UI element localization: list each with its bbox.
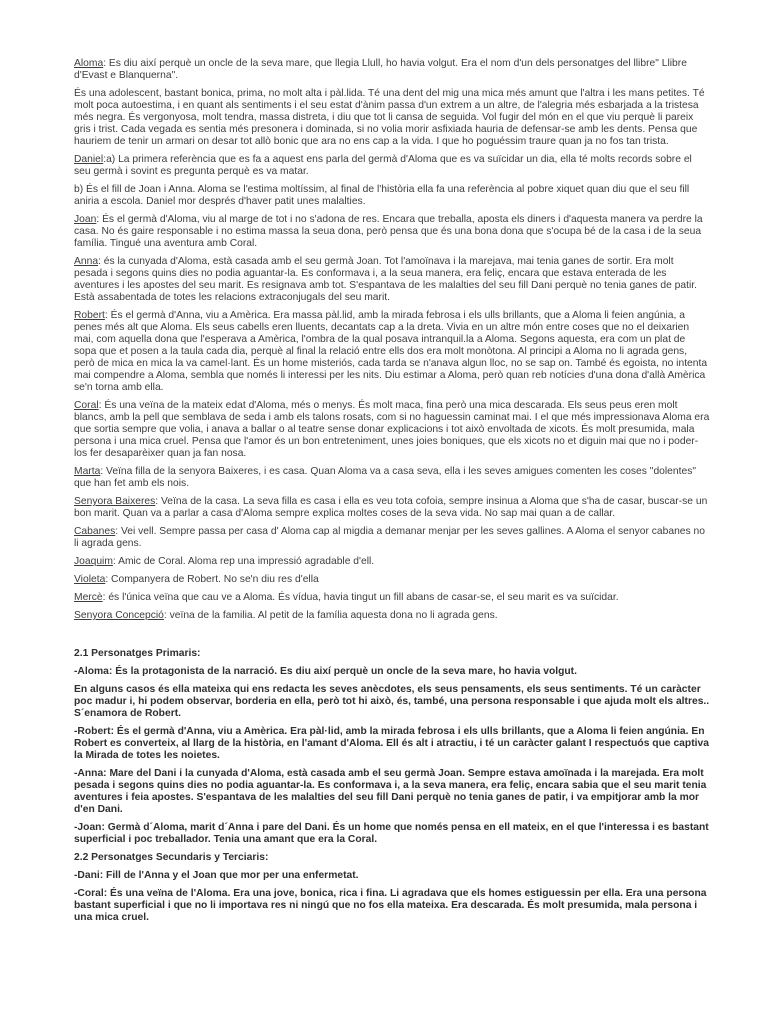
secondary-paragraph: -Dani: Fill de l'Anna y el Joan que mor per una enfermetat.: [74, 870, 359, 881]
char-anna: [74, 256, 710, 304]
char-merce: [74, 592, 710, 604]
char-aloma: [74, 58, 710, 82]
char-daniel-b: [74, 184, 710, 208]
char-text: b) És el fill de Joan i Anna. Aloma se l'estima moltíssim, al final de l'història ella fa una referència al pobre xiquet quan diu que el seu fill aniria a escola. Daniel mor després d'haver patit unes malalties.: [74, 184, 690, 207]
char-text: : És el germà d'Aloma, viu al marge de tot i no s'adona de res. Encara que treballa, aposta els diners i d'aquesta manera va perdre la casa. No és gaire responsable i no estima massa la seua dona, però pensa que és una bona dona que s'ocupa bé de la casa i de la seua família. Tingué una aventura amb Coral.: [74, 214, 703, 249]
char-marta: [74, 466, 710, 490]
char-name[interactable]: Anna: [74, 256, 99, 267]
char-name[interactable]: Violeta: [74, 574, 106, 585]
char-senyora-concepcio: [74, 610, 710, 622]
char-name[interactable]: Daniel: [74, 154, 104, 165]
char-text: : Vei vell. Sempre passa per casa d' Aloma cap al migdia a demanar menjar per les seves gallines. A Aloma el senyor cabanes no li agrada gens.: [74, 526, 706, 549]
char-text: : és l'única veïna que cau ve a Aloma. És vídua, havia tingut un fill abans de casar-se, el seu marit es va suïcidar.: [102, 592, 619, 603]
char-name[interactable]: Robert: [74, 310, 105, 321]
char-name[interactable]: Cabanes: [74, 526, 116, 537]
char-name[interactable]: Joan: [74, 214, 97, 225]
char-text: : Companyera de Robert. No se'n diu res d'ella: [105, 574, 319, 585]
char-text: : Veïna de la casa. La seva filla es casa i ella es veu tota cofoia, sempre insinua a Aloma que s'ha de casar, buscar-se un bon marit. Quan va a parlar a casa d'Aloma sempre explica moltes coses de la seva vida. No sap mai quan a de callar.: [74, 496, 708, 519]
char-name[interactable]: Joaquim: [74, 556, 113, 567]
char-text: : és la cunyada d'Aloma, està casada amb el seu germà Joan. Tot l'amoïnava i la marejava, mai tenia ganes de sortir. Era molt pesada i segons quins dies no podia aguantar-la. Es conformava i, a la seua manera, era feliç, encara que estava enterada de les aventures i les apostes del seu marit. Es resignava amb tot. S'espantava de les malalties del seu fill Dani perquè no tenia ganes de patir. Està assabentada de totes les relacions extraconjugals del seu marit.: [74, 256, 697, 303]
char-cabanes: [74, 526, 710, 550]
char-text: És una adolescent, bastant bonica, prima, no molt alta i pàl.lida. Té una dent del mig una mica més amunt que l'altra i les mans petites. Té molt poca autoestima, i en quant als sentiments i el seu estat d'ànim passa d'un extrem a un altre, de l'alegria més esbarjada a la tristesa més negra. És vergonyosa, molt tendra, massa distreta, i diu que tot li cansa de seguida. Vol fugir del món en el que viu perquè li pareix gris i trist. Cada vegada es sentia més presonera i dominada, si no volia morir asfixiada hauria de defensar-se amb les dents. Pensa que hauriem de tenir un armari on desar tot allò bonic que ara no ens cap a la vida. I que ho poguéssim traure quan ja no fos tan trista.: [74, 88, 705, 147]
char-text: : Veïna filla de la senyora Baixeres, i es casa. Quan Aloma va a casa seva, ella i les seves amigues comenten les coses "dolentes" que han fet amb els nois.: [74, 466, 697, 489]
secondary-paragraph: -Coral: És una veïna de l'Aloma. Era una jove, bonica, rica i fina. Li agradava que els homes estiguessin per ella. Era una persona bastant superficial i que no li importava res ni ningú que no fos ella mateixa. Era descarada. És molt presumida, mala persona i una mica cruel.: [74, 888, 707, 923]
char-coral: [74, 400, 710, 460]
char-name[interactable]: Aloma: [74, 58, 104, 69]
char-name[interactable]: Senyora Baixeres: [74, 496, 156, 507]
primary-paragraph: -Joan: Germà d´Aloma, marit d´Anna i pare del Dani. És un home que només pensa en ell mateix, en el que l'interessa i es bastant superficial i poc treballador. Tenia una amant que era la Coral.: [74, 822, 709, 845]
primary-paragraph: En alguns casos és ella mateixa qui ens redacta les seves anècdotes, els seus pensaments, els seus sentiments. Té un caràcter poc madur i, hi podem observar, borderia en ella, però tot hi això, és, també, una persona responsable i que ajuda molt els altres.. S´enamora de Robert.: [74, 684, 710, 719]
char-text: : veïna de la familia. Al petit de la família aquesta dona no li agrada gens.: [163, 610, 498, 621]
char-name[interactable]: Marta: [74, 466, 101, 477]
char-name[interactable]: Mercè: [74, 592, 103, 603]
char-text: : És el germà d'Anna, viu a Amèrica. Era massa pàl.lid, amb la mirada febrosa i els ulls brillants, que a Aloma li feien angúnia, a penes més alt que Aloma. Els seus cabells eren lluents, decantats cap a la dreta. Vivia en un altre món entre coses que no el deixarien mai, com aquella dona que l'esperava a Amèrica, l'ombra de la qual posava intranquil.la a Aloma. Segons aquesta, era com un plat de sopa que et posen a la taula cada dia, perquè al final la relació entre ells dos era molt monòtona. Al principi a Aloma no li agrada gens, però de mica en mica la va camel·lant. És un home misteriós, cada tarda se n'anava algun lloc, no se sap on. També és egoista, no intenta mai compendre a Aloma, sembla que només li interessi per les nits. Diu estimar a Aloma, però quan reb notícies d'una dona d'allà Amèrica se'n torna amb ella.: [74, 310, 708, 393]
char-text: : Es diu així perquè un oncle de la seva mare, que llegia Llull, ho havia volgut. Era el nom d'un dels personatges del llibre" Llibre d'Evast e Blanquerna".: [74, 58, 687, 81]
char-text: :a) La primera referència que es fa a aquest ens parla del germà d'Aloma que es va suïcidar un dia, ella té molts records sobre el seu germà i sovint es pregunta perquè es va matar.: [74, 154, 692, 177]
char-senyora-baixeres: [74, 496, 710, 520]
document-body: [74, 58, 710, 924]
char-daniel: [74, 154, 710, 178]
char-joan: [74, 214, 710, 250]
char-name[interactable]: Coral: [74, 400, 99, 411]
char-text: : És una veïna de la mateix edat d'Aloma, més o menys. És molt maca, fina però una mica descarada. Els seus peus eren molt blancs, amb la pell que semblava de seda i amb els talons rosats, com si no haguessin caminat mai. I el que més impressionava Aloma era que sortia sempre que volia, i anava a ballar o al teatre sense donar explicacions i tot això envoltada de xicots. És molt presumida, mala persona i una mica cruel. Pensa que l'amor és un bon entreteniment, unes joies boniques, que els xicots no et diguin mai que no i poder-los fer desaparèixer quan ja fan nosa.: [74, 400, 710, 459]
char-name[interactable]: Senyora Concepció: [74, 610, 164, 621]
section-heading-secondary: 2.2 Personatges Secundaris y Terciaris:: [74, 852, 269, 863]
char-robert: [74, 310, 710, 394]
primary-paragraph: -Robert: És el germà d'Anna, viu a Amèrica. Era pàl·lid, amb la mirada febrosa i els ulls brillants, que a Aloma li feien angúnia. En Robert es converteix, al llarg de la història, en l'amant d'Aloma. Ell és alt i atractiu, i té un caràcter galant I respectuós que captiva la Mirada de totes les noietes.: [74, 726, 709, 761]
char-text: : Amic de Coral. Aloma rep una impressió agradable d'ell.: [112, 556, 375, 567]
char-violeta: [74, 574, 710, 586]
primary-paragraph: -Anna: Mare del Dani i la cunyada d'Aloma, està casada amb el seu germà Joan. Sempre estava amoïnada i la marejada. Era molt pesada i segons quins dies no podia aguantar-la. Es conformava i, a la seva manera, era feliç, encara sabia que el seu marit tenia aventures i feia apostes. S'espantava de les malalties del seu fill Dani perquè no tenia ganes de patir, i va empitjorar amb la mor d'en Dani.: [74, 768, 707, 815]
primary-paragraph: -Aloma: És la protagonista de la narració. Es diu així perquè un oncle de la seva mare, ho havia volgut.: [74, 666, 577, 677]
section-heading-primary: 2.1 Personatges Primaris:: [74, 648, 201, 659]
char-aloma-description: [74, 88, 710, 148]
char-joaquim: [74, 556, 710, 568]
